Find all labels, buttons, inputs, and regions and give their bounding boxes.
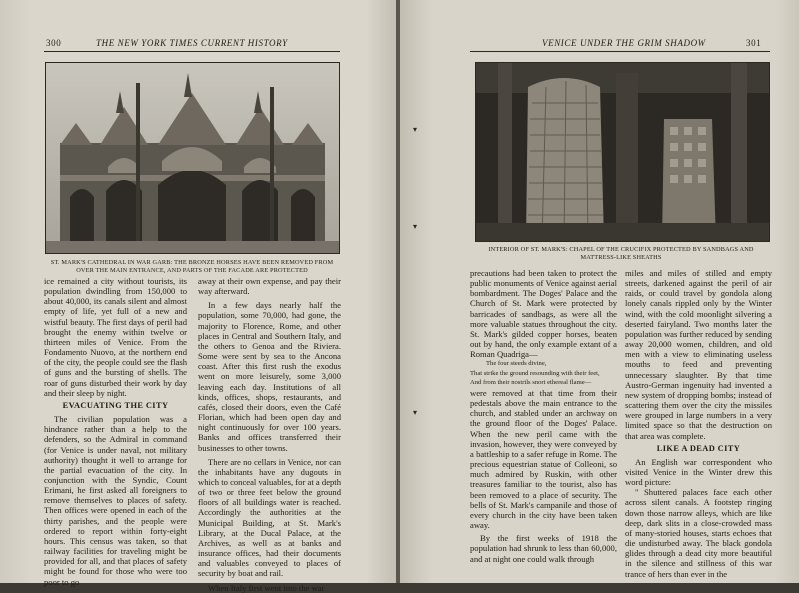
right-column-2 bbox=[625, 268, 772, 579]
margin-mark: ▾ bbox=[413, 125, 418, 134]
chapel-image bbox=[476, 63, 769, 241]
left-page bbox=[0, 0, 398, 593]
paragraph: There are no cellars in Venice, nor can the inhabitants have any dugouts in which to conceal valuables, for at a depth of two or three feet below the ground floors of all buildings water is reached. Accordingly the authorities at the Municipal Building, at St. Mark's Library, at the Ducal Palace, at the Archives, as well as at banks and insurance offices, had their documents and valuables conveyed to places of security by boat and rail. bbox=[198, 456, 341, 579]
paragraph: When Italy first went into the war bbox=[208, 582, 325, 593]
paragraph: By the first weeks of 1918 the population had shrunk to less than 60,000, and at night one could walk through bbox=[470, 533, 617, 564]
paragraph: away at their own expense, and pay their way afterward. bbox=[198, 276, 341, 297]
paragraph: The civilian population was a hindrance rather than a help to the defenders, so the Admiral in command (for Venice is under naval, not military authority) thought it well to arrange for the partial evacuation of the city. In conjunction with the Syndic, Count Erimani, he first asked all foreigners to remove themselves to places of safety. Then offices were opened in each of the thirty parishes, and the people were ordered to report within forty-eight hours. This census was taken, so that railway facilities for traveling might be provided for all, and that places of safety might be found for those who were too poor to go bbox=[44, 414, 187, 587]
poem-line: The four steeds divine, bbox=[486, 360, 547, 368]
margin-mark: ▾ bbox=[413, 222, 418, 231]
left-column-1 bbox=[44, 276, 187, 587]
left-running-head: THE NEW YORK TIMES CURRENT HISTORY bbox=[96, 38, 288, 48]
section-heading-dead-city: LIKE A DEAD CITY bbox=[656, 443, 741, 453]
right-photo-caption: INTERIOR OF ST. MARK'S: CHAPEL OF THE CRUCIFIX PROTECTED BY SANDBAGS AND MATTRESS-LIKE SHEATHS bbox=[488, 246, 754, 261]
right-running-head: VENICE UNDER THE GRIM SHADOW bbox=[542, 38, 706, 48]
right-head-rule bbox=[470, 51, 770, 52]
right-column-1 bbox=[470, 268, 617, 572]
paragraph: An English war correspondent who visited Venice in the Winter drew this word picture: bbox=[625, 456, 772, 488]
paragraph: ice remained a city without tourists, its population dwindling from 150,000 to about 40,000, its canals silent and almost empty of life, yet full of a new and wistful beauty. The first days of peril had brought the enemy within twelve or thirteen miles of Venice. From the Fondamento Nuovo, at the northern end of the city, the people could see the flash of guns and the bursting of shells. The roar of guns disturbed their work by day and their sleep by night. bbox=[44, 276, 187, 398]
chapel-sandbags-photo bbox=[475, 62, 770, 242]
paragraph: In a few days nearly half the population, some 70,000, had gone, the majority to Florence, Rome, and other places in Central and Southern Italy, and the others to Genoa and the Riviera. Some were sent by sea to the Ancona coast. After this first rush the exodus went on more leisurely, some 3,000 leaving each day. Institutions of all kinds, offices, shops, restaurants, and cafés, closed their doors, even the Café Florian, which had been open day and night continuously for over 100 years. Banks and offices transferred their businesses to other towns. bbox=[198, 300, 341, 453]
right-page bbox=[400, 0, 799, 583]
left-head-rule bbox=[44, 51, 340, 52]
left-page-number: 300 bbox=[46, 38, 62, 48]
paragraph: " Shuttered palaces face each other across silent canals. A footstep ringing down those narrow alleys, which are like deep, dark slits in a close-crowded mass of many-storied houses, starts echoes that die undisturbed away. The black gondola glides through a dead city more beautiful in the silence and stillness of this war trance of hers than ever in the bbox=[625, 487, 772, 579]
poem-line: That strike the ground resounding with their feet, bbox=[470, 369, 600, 377]
poem-line: And from their nostrils snort ethereal flame— bbox=[470, 378, 592, 386]
paragraph: miles and miles of stilled and empty streets, darkened against the peril of air raids, or could travel by gondola along lonely canals rippled only by the Winter wind, with the cold moonlight silvering a deserted fairyland. Two months later the population was further reduced by sending away 20,000 women, children, and old men with a view to eliminating useless mouths to feed and preventing unnecessary slaughter. By that time Austro-German ingenuity had invented a new system of dropping bombs; instead of scattering them over the city the missiles were grouped in large numbers in a very limited space so that the destruction on that area was complete. bbox=[625, 268, 772, 441]
left-column-2 bbox=[198, 276, 341, 593]
paragraph: precautions had been taken to protect the public monuments of Venice against aerial bombardment. The Doges' Palace and the Church of St. Mark were protected by barricades of sandbags, as were all the more valuable statues throughout the city. St. Mark's gilded copper horses, beaten out by hand, the only example extant of a Roman Quadriga— bbox=[470, 268, 617, 360]
paragraph: were removed at that time from their pedestals above the main entrance to the church, and stabled under an archway on the ground floor of the Doges' Palace. When the new peril came with the invasion, however, they were conveyed by a battleship to a safer refuge in Rome. The precious equestrian statue of Colleoni, so much admired by Ruskin, with other treasures familiar to the tourist, also has been removed to a place of security. The bells of St. Mark's campanile and those of every church in the city have been taken away. bbox=[470, 388, 617, 531]
right-page-number: 301 bbox=[746, 38, 762, 48]
cathedral-image bbox=[46, 63, 339, 253]
margin-mark: ▾ bbox=[413, 408, 418, 417]
section-heading-evacuating: EVACUATING THE CITY bbox=[62, 400, 169, 410]
st-marks-cathedral-photo bbox=[45, 62, 340, 254]
left-photo-caption: ST. MARK'S CATHEDRAL IN WAR GARB: THE BRONZE HORSES HAVE BEEN REMOVED FROM OVER THE MAIN ENTRANCE, AND PARTS OF THE FACADE ARE PROTECTED bbox=[50, 259, 334, 274]
